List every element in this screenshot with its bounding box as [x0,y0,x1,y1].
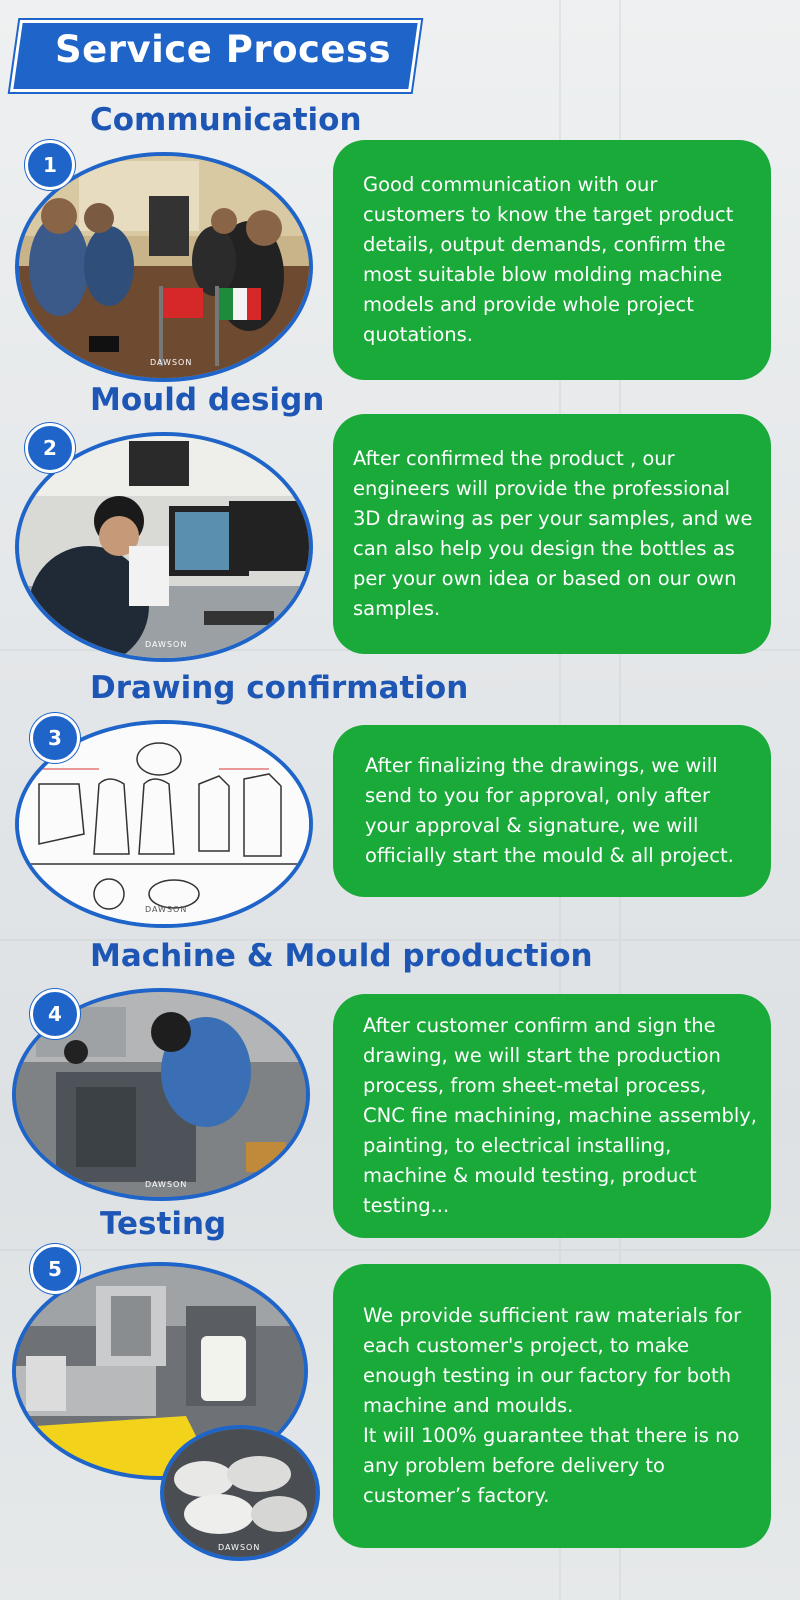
step-number-badge: 5 [30,1244,80,1294]
step-card-testing [333,1264,771,1548]
step-number-badge: 1 [25,140,75,190]
step-description: After confirmed the product , our engineers will provide the professional 3D drawing as per your samples, and we can also help you design the bottles as per your own idea or based on our own samples. [353,447,753,620]
step-description: We provide sufficient raw materials for each customer's project, to make enough testing in our factory for both machine and moulds. It will 100% guarantee that there is no any problem before delivery to customer’s factory. [363,1304,742,1507]
step-description: After customer confirm and sign the drawing, we will start the production process, from sheet-metal process, CNC fine machining, machine assembly, painting, to electrical installing, machine & mould testing, product testing... [363,1014,757,1217]
step-heading-testing: Testing [100,1206,227,1242]
step-number-badge: 2 [25,423,75,473]
step-number-badge: 3 [30,713,80,763]
step-heading-mould-design: Mould design [90,382,325,418]
step-card-machine-mould-production [333,994,771,1238]
step-heading-communication: Communication [90,102,362,138]
step-description: After finalizing the drawings, we will send to you for approval, only after your approval & signature, we will officially start the mould & all project. [365,754,734,867]
page-title: Service Process [55,28,392,71]
step-heading-machine-mould-production: Machine & Mould production [90,938,593,974]
step-card-drawing-confirmation [333,725,771,897]
step-number-badge: 4 [30,989,80,1039]
photo-watermark: DAWSON [145,640,188,649]
step-card-communication [333,140,771,380]
raw-materials-photo [160,1425,320,1561]
step-description: Good communication with our customers to know the target product details, output demands, confirm the most suitable blow molding machine models and provide whole project quotations. [363,173,734,346]
photo-watermark: DAWSON [145,1180,188,1189]
photo-watermark: DAWSON [218,1543,261,1552]
step-heading-drawing-confirmation: Drawing confirmation [90,670,469,706]
photo-watermark: DAWSON [150,358,193,367]
step-card-mould-design [333,414,771,654]
photo-watermark: DAWSON [145,905,188,914]
